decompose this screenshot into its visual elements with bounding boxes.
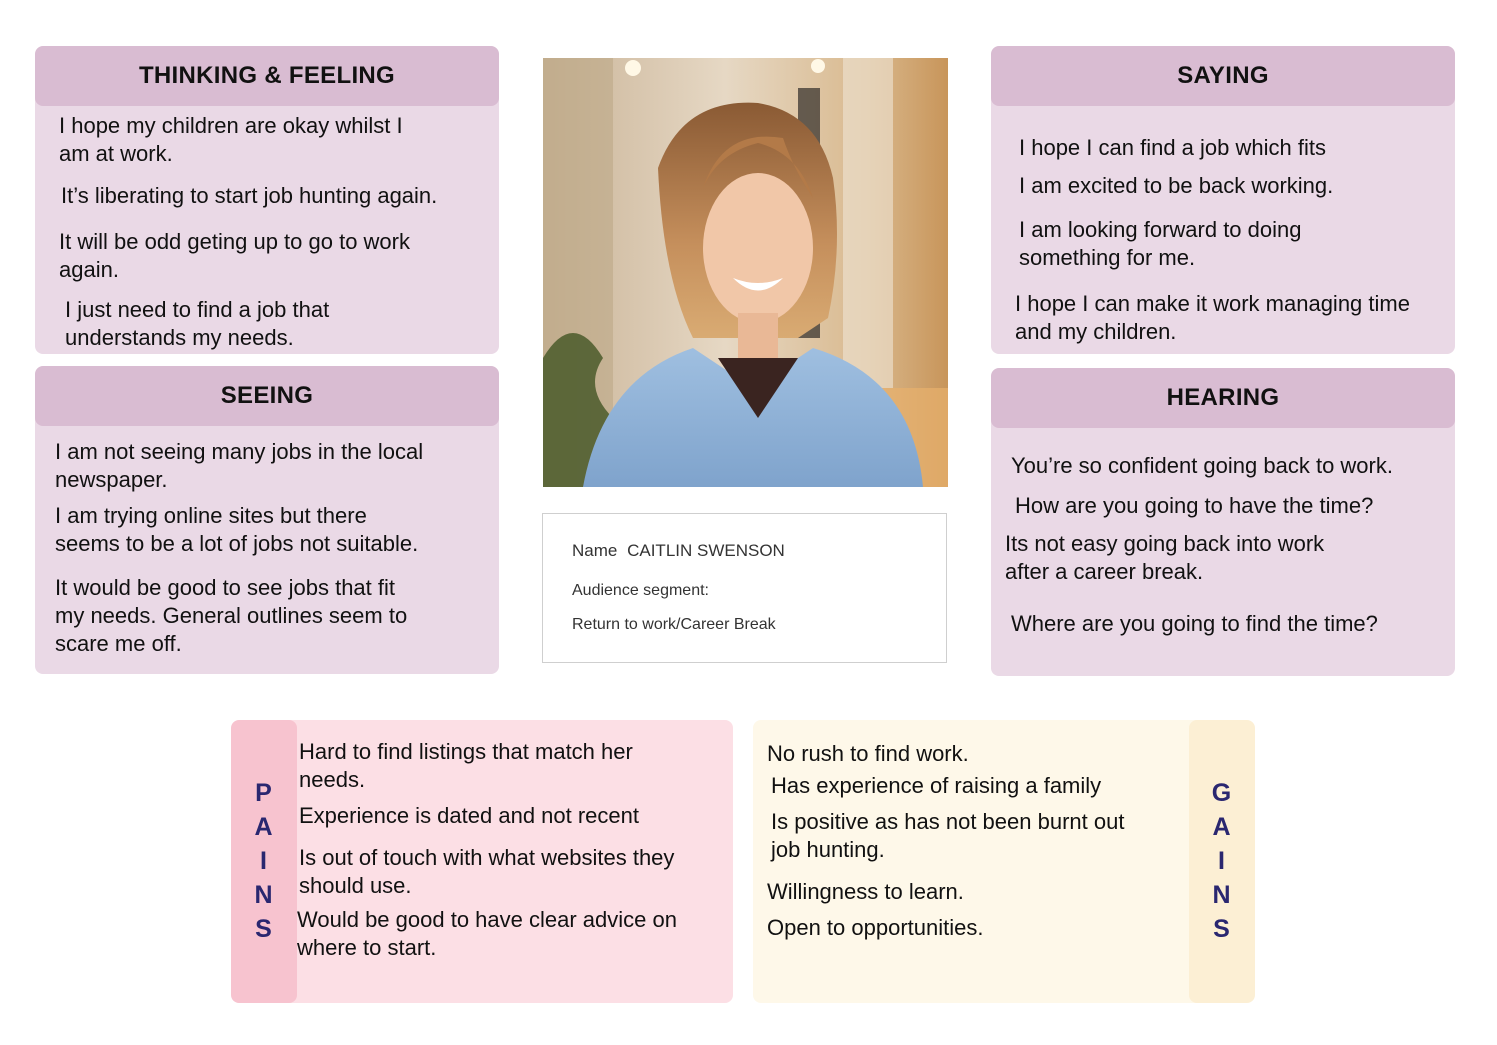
pains-item: Is out of touch with what websites they should use. xyxy=(299,845,675,898)
saying-title: SAYING xyxy=(991,46,1455,106)
vertical-label-letter: N xyxy=(1212,881,1232,909)
saying-item: I hope I can make it work managing time and my children. xyxy=(1015,291,1410,344)
segment-label: Audience segment: xyxy=(572,582,709,599)
vertical-label-letter: I xyxy=(260,847,268,875)
seeing-panel xyxy=(35,366,499,674)
hearing-title: HEARING xyxy=(991,368,1455,428)
thinking-item: I just need to find a job that understands my needs. xyxy=(65,297,330,350)
hearing-item: Its not easy going back into work after a career break. xyxy=(1005,531,1325,584)
persona-name-row xyxy=(572,541,785,561)
saying-item: I am excited to be back working. xyxy=(1019,173,1334,198)
seeing-item: I am not seeing many jobs in the local newspaper. xyxy=(55,439,424,492)
saying-item: I am looking forward to doing something for me. xyxy=(1019,217,1302,270)
saying-panel xyxy=(991,46,1455,354)
vertical-label-letter: G xyxy=(1211,779,1233,807)
thinking-feeling-panel xyxy=(35,46,499,354)
seeing-title: SEEING xyxy=(35,366,499,426)
vertical-label-letter: S xyxy=(1213,915,1231,943)
gains-item: Willingness to learn. xyxy=(767,879,964,904)
persona-info-card xyxy=(542,513,947,663)
gains-item: Is positive as has not been burnt out job hunting. xyxy=(771,809,1125,862)
vertical-label-letter: P xyxy=(255,779,273,807)
pains-item: Experience is dated and not recent xyxy=(299,803,640,828)
pains-panel xyxy=(231,720,733,1003)
seeing-item: I am trying online sites but there seems to be a lot of jobs not suitable. xyxy=(55,503,419,556)
hearing-item: How are you going to have the time? xyxy=(1015,493,1374,518)
thinking-feeling-title: THINKING & FEELING xyxy=(35,46,499,106)
thinking-item: It’s liberating to start job hunting again. xyxy=(61,183,438,208)
gains-item: No rush to find work. xyxy=(767,741,969,766)
name-value: CAITLIN SWENSON xyxy=(627,541,785,560)
pains-item: Hard to find listings that match her needs. xyxy=(299,739,633,792)
pains-vertical-label xyxy=(231,776,297,946)
vertical-label-letter: S xyxy=(255,915,273,943)
pains-item: Would be good to have clear advice on where to start. xyxy=(297,907,677,960)
thinking-item: It will be odd geting up to go to work again. xyxy=(59,229,410,282)
vertical-label-letter: N xyxy=(254,881,274,909)
gains-vertical-label xyxy=(1189,776,1255,946)
hearing-item: Where are you going to find the time? xyxy=(1011,611,1378,636)
gains-item: Has experience of raising a family xyxy=(771,773,1102,798)
segment-value: Return to work/Career Break xyxy=(572,616,776,633)
persona-photo-image xyxy=(543,58,948,487)
thinking-item: I hope my children are okay whilst I am at work. xyxy=(59,113,403,166)
persona-photo xyxy=(543,58,948,487)
vertical-label-letter: A xyxy=(1212,813,1232,841)
name-label: Name xyxy=(572,541,618,560)
gains-item: Open to opportunities. xyxy=(767,915,984,940)
gains-panel xyxy=(753,720,1255,1003)
hearing-item: You’re so confident going back to work. xyxy=(1011,453,1393,478)
saying-item: I hope I can find a job which fits xyxy=(1019,135,1326,160)
vertical-label-letter: I xyxy=(1218,847,1226,875)
vertical-label-letter: A xyxy=(254,813,274,841)
seeing-item: It would be good to see jobs that fit my needs. General outlines seem to scare me off. xyxy=(55,575,408,656)
hearing-panel xyxy=(991,368,1455,676)
